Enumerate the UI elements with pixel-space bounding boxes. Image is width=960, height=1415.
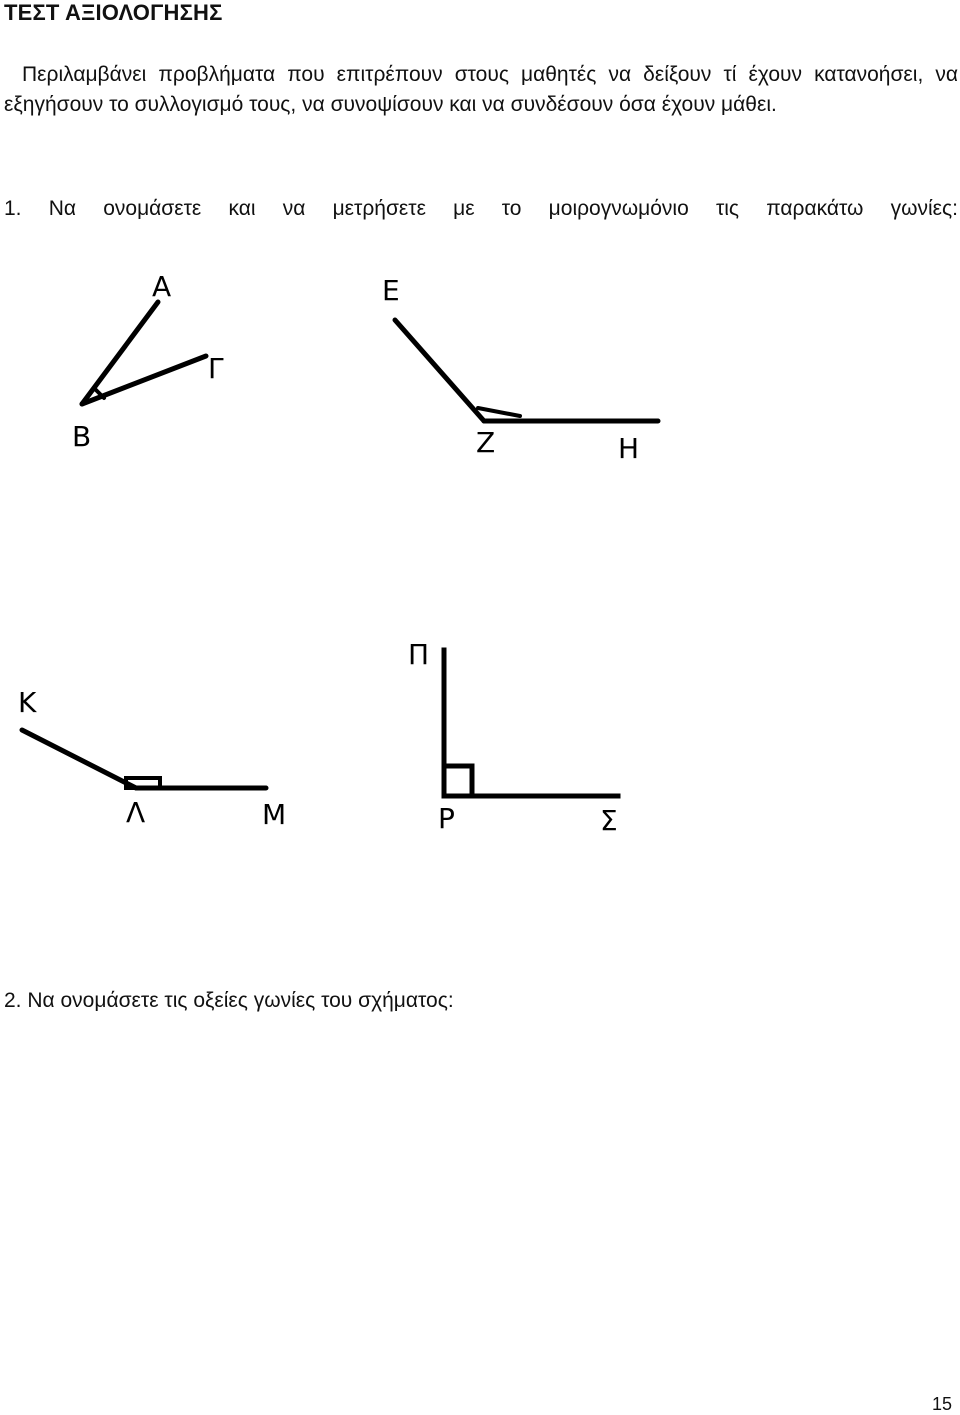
angle-prs <box>444 650 618 796</box>
intro-text: Περιλαμβάνει προβλήματα που επιτρέπουν στους μαθητές να δείξουν τί έχουν κατανοήσει, να εξηγήσουν το συλλογισμό τους, να συνοψίσουν και να συνδέσουν όσα έχουν μάθει. <box>4 63 958 116</box>
angle-ezh <box>395 320 658 421</box>
angle-abg <box>82 302 206 404</box>
label-pi: Π <box>408 638 430 671</box>
page-number: 15 <box>931 1394 952 1414</box>
label-kappa: Κ <box>18 686 37 719</box>
angle-klm <box>22 730 266 788</box>
label-sigma: Σ <box>600 804 618 837</box>
label-eta: Η <box>618 432 640 465</box>
label-zeta: Ζ <box>476 426 496 459</box>
label-epsilon: Ε <box>382 274 400 307</box>
label-beta: Β <box>72 420 92 453</box>
label-lambda: Λ <box>126 796 146 829</box>
label-gamma: Γ <box>208 352 224 385</box>
label-alpha: Α <box>152 270 172 303</box>
question-2: 2. Να ονομάσετε τις οξείες γωνίες του σχήματος: <box>4 989 454 1012</box>
question-1: 1. Να ονομάσετε και να μετρήσετε με το μοιρογνωμόνιο τις παρακάτω γωνίες: <box>4 197 958 220</box>
page-title: ΤΕΣΤ ΑΞΙΟΛΟΓΗΣΗΣ <box>4 0 223 25</box>
label-rho: Ρ <box>438 802 455 835</box>
label-mu: Μ <box>262 798 287 831</box>
